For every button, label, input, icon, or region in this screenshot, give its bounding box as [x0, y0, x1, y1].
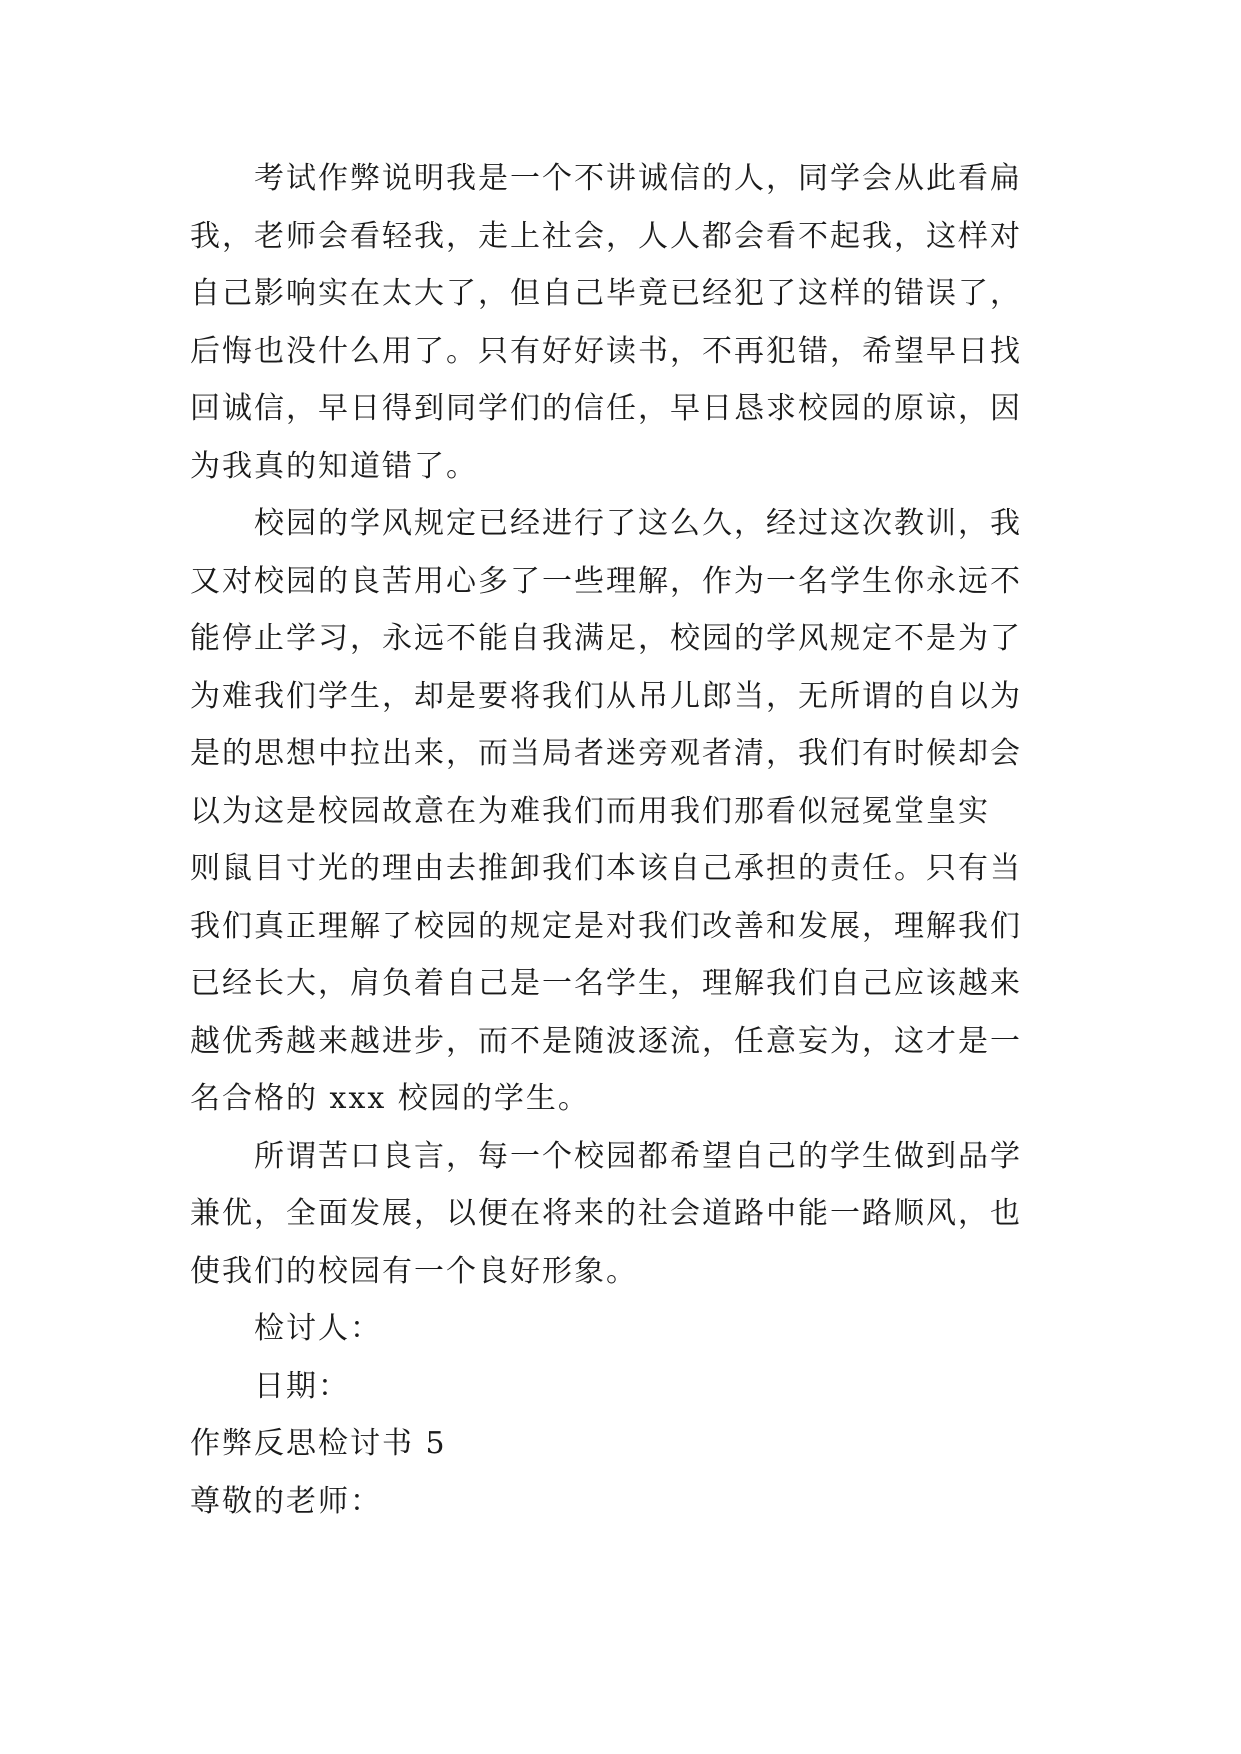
text-line: 名合格的 xxx 校园的学生。 — [190, 1081, 590, 1116]
text-line: 已经长大，肩负着自己是一名学生，理解我们自己应该越来 — [190, 966, 1022, 1001]
text-line: 越优秀越来越进步，而不是随波逐流，任意妄为，这才是一 — [190, 1023, 1022, 1059]
text-line: 我们真正理解了校园的规定是对我们改善和发展，理解我们 — [190, 908, 1022, 944]
text-line: 所谓苦口良言，每一个校园都希望自己的学生做到品学 — [254, 1138, 1022, 1174]
text-line: 使我们的校园有一个良好形象。 — [190, 1253, 638, 1289]
text-line: 以为这是校园故意在为难我们而用我们那看似冠冕堂皇实 — [190, 793, 990, 829]
text-line: 回诚信，早日得到同学们的信任，早日恳求校园的原谅，因 — [190, 391, 1022, 426]
text-line: 后悔也没什么用了。只有好好读书，不再犯错，希望早日找 — [190, 333, 1022, 369]
signer-label: 检讨人： — [254, 1311, 382, 1346]
text-line: 为难我们学生，却是要将我们从吊儿郎当，无所谓的自以为 — [190, 678, 1022, 714]
document-body — [190, 150, 1050, 1530]
salutation: 尊敬的老师： — [190, 1483, 382, 1519]
text-line: 考试作弊说明我是一个不讲诚信的人，同学会从此看扁 — [254, 161, 1022, 196]
next-document-title: 作弊反思检讨书 5 — [190, 1426, 447, 1461]
text-line: 兼优，全面发展，以便在将来的社会道路中能一路顺风，也 — [190, 1196, 1022, 1231]
text-line: 又对校园的良苦用心多了一些理解，作为一名学生你永远不 — [190, 563, 1022, 599]
paragraph-2 — [190, 495, 1050, 1128]
text-line: 能停止学习，永远不能自我满足，校园的学风规定不是为了 — [190, 621, 1022, 656]
text-line: 自己影响实在太大了，但自己毕竟已经犯了这样的错误了， — [190, 276, 1022, 311]
paragraph-3 — [190, 1128, 1050, 1301]
text-line: 是的思想中拉出来，而当局者迷旁观者清，我们有时候却会 — [190, 736, 1022, 771]
text-line: 则鼠目寸光的理由去推卸我们本该自己承担的责任。只有当 — [190, 851, 1022, 886]
text-line: 校园的学风规定已经进行了这么久，经过这次教训，我 — [254, 506, 1022, 541]
text-line: 我，老师会看轻我，走上社会，人人都会看不起我，这样对 — [190, 218, 1022, 254]
date-label: 日期： — [254, 1368, 350, 1404]
paragraph-1 — [190, 150, 1050, 495]
text-line: 为我真的知道错了。 — [190, 448, 478, 484]
